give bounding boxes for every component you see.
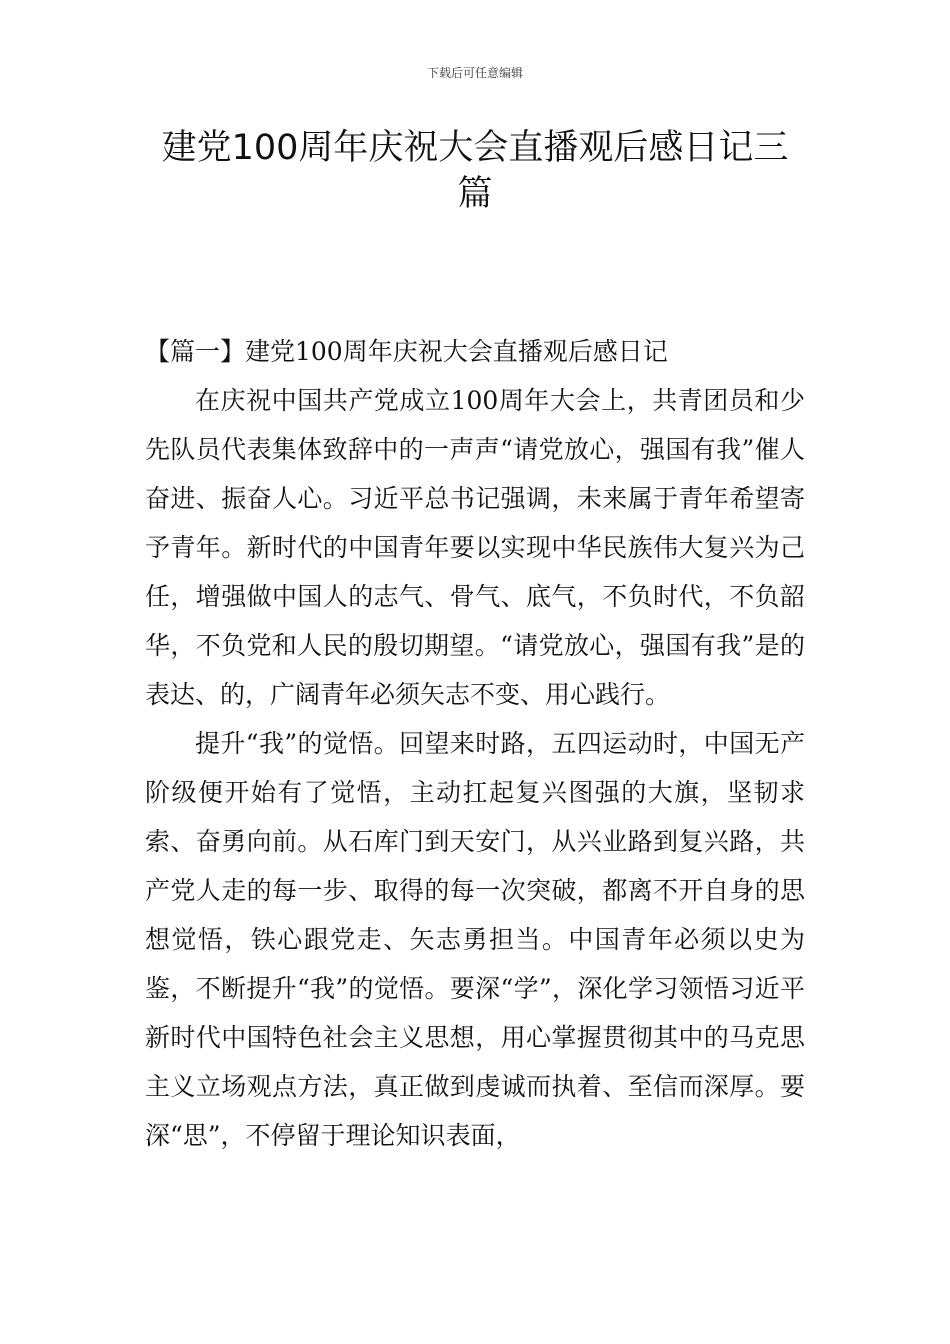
header-note: 下载后可任意编辑 xyxy=(426,66,523,80)
paragraph-2: 提升“我”的觉悟。回望来时路，五四运动时，中国无产阶级便开始有了觉悟，主动扛起复兴图强的大旗，坚韧求索、奋勇向前。从石库门到天安门，从兴业路到复兴路，共产党人走的每一步、取得的每一次突破，都离不开自身的思想觉悟，铁心跟党走、矢志勇担当。中国青年必须以史为鉴，不断提升“我”的觉悟。要深“学”，深化学习领悟习近平新时代中国特色社会主义思想，用心掌握贯彻其中的马克思主义立场观点方法，真正做到虔诚而执着、至信而深厚。要深“思”，不停留于理论知识表面， xyxy=(145,729,805,1150)
document-body xyxy=(145,327,805,1160)
paragraph-1: 在庆祝中国共产党成立100周年大会上，共青团员和少先队员代表集体致辞中的一声声“请党放心，强国有我”催人奋进、振奋人心。习近平总书记强调，未来属于青年希望寄予青年。新时代的中国青年要以实现中华民族伟大复兴为己任，增强做中国人的志气、骨气、底气，不负时代，不负韶华，不负党和人民的殷切期望。“请党放心，强国有我”是的表达、的，广阔青年必须矢志不变、用心践行。 xyxy=(145,386,805,709)
document-title: 建党100周年庆祝大会直播观后感日记三篇 xyxy=(161,128,789,214)
section-heading: 【篇一】建党100周年庆祝大会直播观后感日记 xyxy=(145,337,668,366)
